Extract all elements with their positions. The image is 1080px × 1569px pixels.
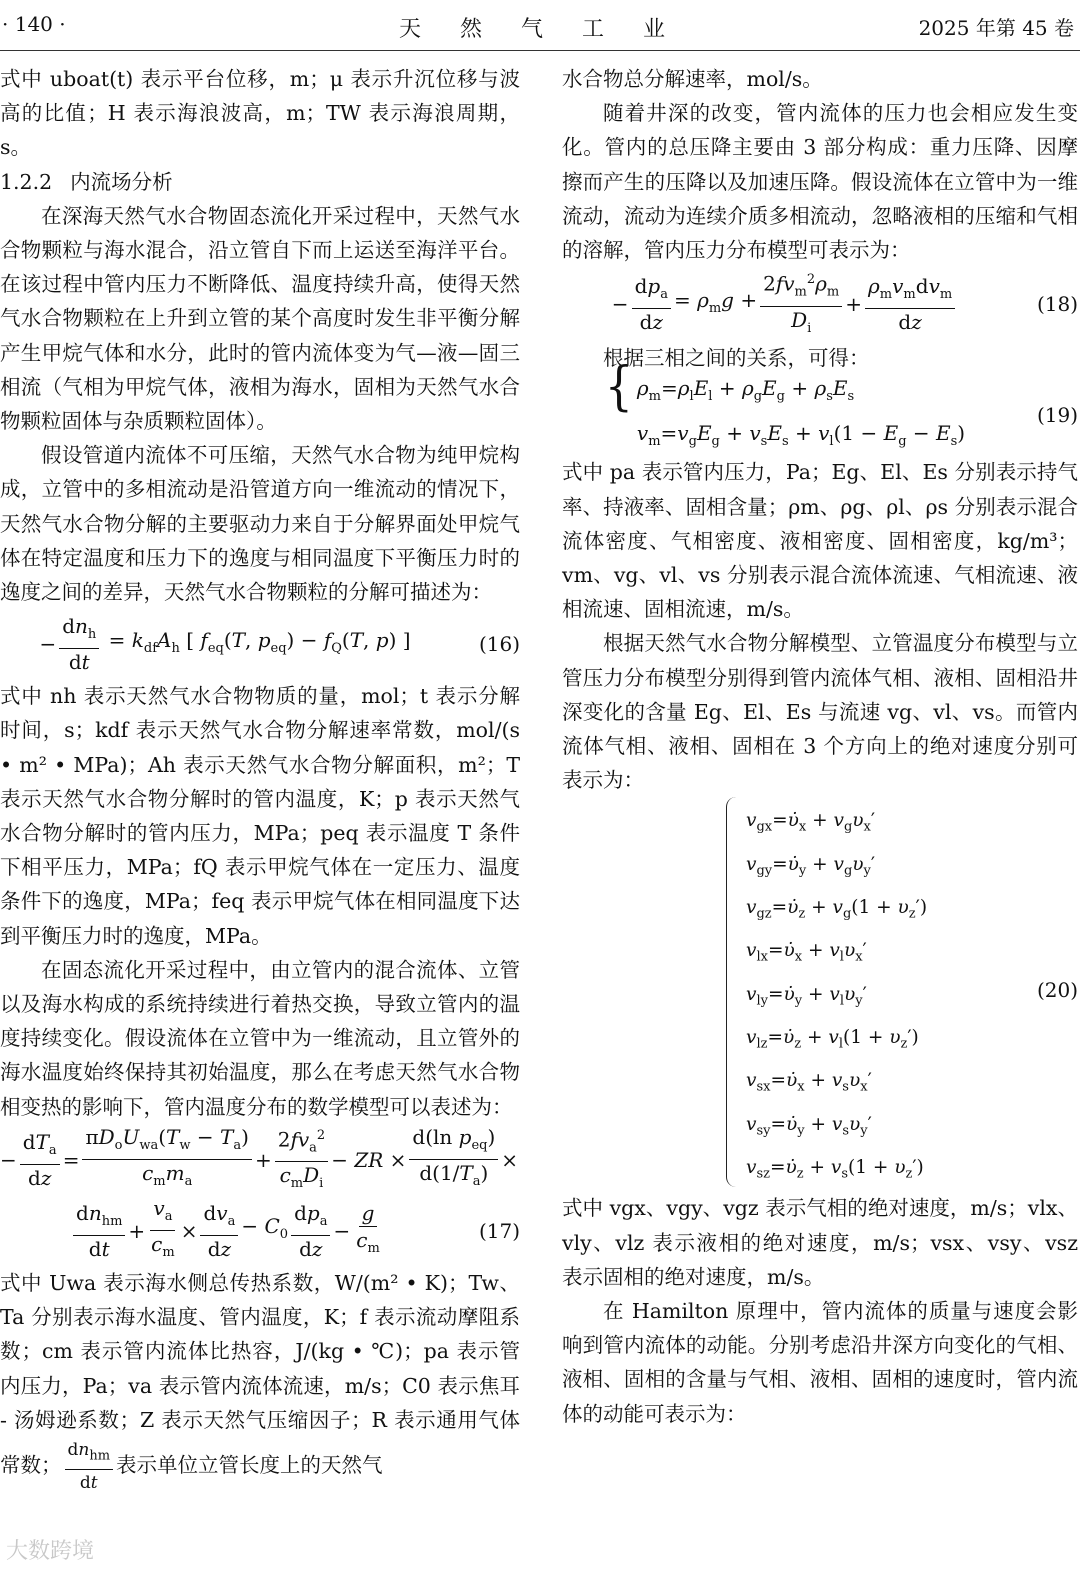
watermark-logo: 大数跨境 [6,1539,95,1564]
header-rule [0,50,1080,51]
equation-20: $v_{gx}=\upsiloṅ_x + v_g\upsilon_x'$ $v_{gy}=\upsiloṅ_y + v_g\upsilon_y'$ $v_{gz}=\upsiloṅ_z + v_g(1 + \upsilon_z')$ $v_{lx}=\upsiloṅ_x + v_l\upsilon_x'$ $v_{ly}=\upsiloṅ_y + v_l\upsilon_y'$ $v_{lz}=\upsiloṅ_z + v_l(1 + \upsilon_z')$ $v_{sx}=\upsiloṅ_x + v_s\upsilon_x'$ $v_{sy}=\upsiloṅ_y + v_s\upsilon_y'$ $v_{sz}=\upsiloṅ_z + v_s(1 + \upsilon_z')$ (20) [562,797,1078,1191]
variables-17-tail: 表示单位立管长度上的天然气 [116,1453,383,1478]
journal-title: 天 然 气 工 业 [399,17,681,42]
right-column [562,62,1078,1431]
equation-18-number: (18) [1036,292,1078,317]
paragraph-variables-17: 式中 Uwa 表示海水侧总传热系数，W/(m² • K)；Tw、Ta 分别表示海水温度、管内温度，K；f 表示流动摩阻系数；cm 表示管内流体比热容，J/(kg • ℃)；pa 表示管内压力，Pa；va 表示管内流体流速，m/s；C0 表示焦耳 - 汤姆逊系数；Z 表示天然气压缩因子；R 表示通用气体常数； $\frac{dn_{hm}}{dt}$ 表示单位立管长度上的天然气 [0,1270,520,1494]
equation-20-number: (20) [1036,978,1078,1003]
section-title: 内流场分析 [70,169,173,194]
paragraph-variables-1: 式中 uboat(t) 表示平台位移，m；μ 表示升沉位移与波高的比值；H 表示海浪波高，m；TW 表示海浪周期，s。 [0,67,520,160]
equation-17-line1: − $\frac{dT_a}{dz}$ = $\frac{\pi D_oU_{wa}(T_w - T_a)}{c_mm_a}$ + $\frac{2fv_a^2}{c_mD_i}$ − ZR × $\frac{d(\ln p_{eq})}{d(1/T_a)}$ × [0,1124,520,1196]
paragraph-three-phase: 根据三相之间的关系，可得： [603,346,870,371]
equation-19-number: (19) [1036,403,1078,428]
equation-18: − $\frac{dp_a}{dz}$ = $\rho_mg$ + $\frac{2fv_m^2\rho_m}{D_i}$ + $\frac{\rho_mv_mdv_m}{dz}$ (18) [562,267,1078,341]
equation-19: { $\rho_m=\rho_lE_l + \rho_gE_g + \rho_sE_s$ $v_m=v_gE_g + v_sE_s + v_l(1 - E_g - E_s)$ (19) [562,375,1078,455]
paragraph-variables-20: 式中 vgx、vgy、vgz 表示气相的绝对速度，m/s；vlx、vly、vlz 表示液相的绝对速度，m/s；vsx、vsy、vsz 表示固相的绝对速度，m/s。 [562,1196,1078,1289]
variables-17-text: 式中 Uwa 表示海水侧总传热系数，W/(m² • K)；Tw、Ta 分别表示海水温度、管内温度，K；f 表示流动摩阻系数；cm 表示管内流体比热容，J/(kg • ℃)；pa 表示管内压力，Pa；va 表示管内流体流速，m/s；C0 表示焦耳 - 汤姆逊系数；Z 表示天然气压缩因子；R 表示通用气体常数； [0,1270,520,1478]
section-number: 1.2.2 [0,169,53,194]
page-number: · 140 · [2,12,66,36]
section-heading [0,165,520,199]
paragraph-heat-exchange: 在固态流化开采过程中，由立管内的混合流体、立管以及海水构成的系统持续进行着热交换，导致立管内的温度持续变化。假设流体在立管中为一维流动，且立管外的海水温度始终保持其初始温度，那么在考虑天然气水合物相变热的影响下，管内温度分布的数学模型可以表述为： [0,957,520,1119]
paragraph-variables-19: 式中 pa 表示管内压力，Pa；Eg、El、Es 分别表示持气率、持液率、固相含量；ρm、ρg、ρl、ρs 分别表示混合流体密度、气相密度、液相密度、固相密度，kg/m³；vm、vg、vl、vs 分别表示混合流体流速、气相流速、液相流速、固相流速，m/s。 [562,460,1078,622]
page-header [0,0,1080,52]
paragraph-process: 在深海天然气水合物固态流化开采过程中，天然气水合物颗粒与海水混合，沿立管自下而上运送至海洋平台。在该过程中管内压力不断降低、温度持续升高，使得天然气水合物颗粒在上升到立管的某个高度时发生非平衡分解产生甲烷气体和水分，此时的管内流体变为气—液—固三相流（气相为甲烷气体，液相为海水，固相为天然气水合物颗粒固体与杂质颗粒固体）。 [0,203,520,434]
equation-20-brace [726,797,737,1187]
paragraph-assumption: 假设管道内流体不可压缩，天然气水合物为纯甲烷构成，立管中的多相流动是沿管道方向一维流动的情况下，天然气水合物分解的主要驱动力来自于分解界面处甲烷气体在特定温度和压力下的逸度与相同温度下平衡压力时的逸度之间的差异，天然气水合物颗粒的分解可描述为： [0,443,520,605]
equation-16-number: (16) [478,632,520,657]
paragraph-hamilton: 在 Hamilton 原理中，管内流体的质量与速度会影响到管内流体的动能。分别考虑沿井深方向变化的气相、液相、固相的含量与气相、液相、固相的速度时，管内流体的动能可表示为： [562,1299,1078,1426]
left-column [0,62,520,1496]
paragraph-variables-16: 式中 nh 表示天然气水合物物质的量，mol；t 表示分解时间，s；kdf 表示天然气水合物分解速率常数，mol/(s • m² • MPa)；Ah 表示天然气水合物分解面积，m²；T 表示天然气水合物分解时的管内温度，K；p 表示天然气水合物分解时的管内压力，MPa；peq 表示温度 T 条件下相平压力，MPa；fQ 表示甲烷气体在一定压力、温度条件下的逸度，MPa；feq 表示甲烷气体在相同温度下达到平衡压力时的逸度，MPa。 [0,684,520,948]
issue-label: 2025 年第 45 卷 [918,16,1074,40]
paragraph-pressure: 随着井深的改变，管内流体的压力也会相应发生变化。管内的总压降主要由 3 部分构成：重力压降、因摩擦而产生的压降以及加速压降。假设流体在立管中为一维流动，流动为连续介质多相流动，忽略液相的压缩和气相的溶解，管内压力分布模型可表示为： [562,101,1078,263]
equation-17-number: (17) [478,1218,520,1243]
paragraph-continuation: 水合物总分解速率，mol/s。 [562,67,823,91]
equation-17-line2: $\frac{dn_{hm}}{dt}$ + $\frac{v_a}{c_m}$ × $\frac{dv_a}{dz}$ − $C_0$ $\frac{dp_a}{dz}$ − $\frac{g}{c_m}$ (17) [0,1196,520,1266]
equation-16: − $\frac{dn_h}{dt}$ = $k_{df}A_h$ [ $f_{eq}(T$, $p_{eq}) - f_Q(T$, p) ] (16) [0,609,520,679]
paragraph-velocity-intro: 根据天然气水合物分解模型、立管温度分布模型与立管压力分布模型分别得到管内流体气相、液相、固相沿井深变化的含量 Eg、El、Es 与流速 vg、vl、vs。而管内流体气相、液相、固相在 3 个方向上的绝对速度分别可表示为： [562,631,1078,793]
